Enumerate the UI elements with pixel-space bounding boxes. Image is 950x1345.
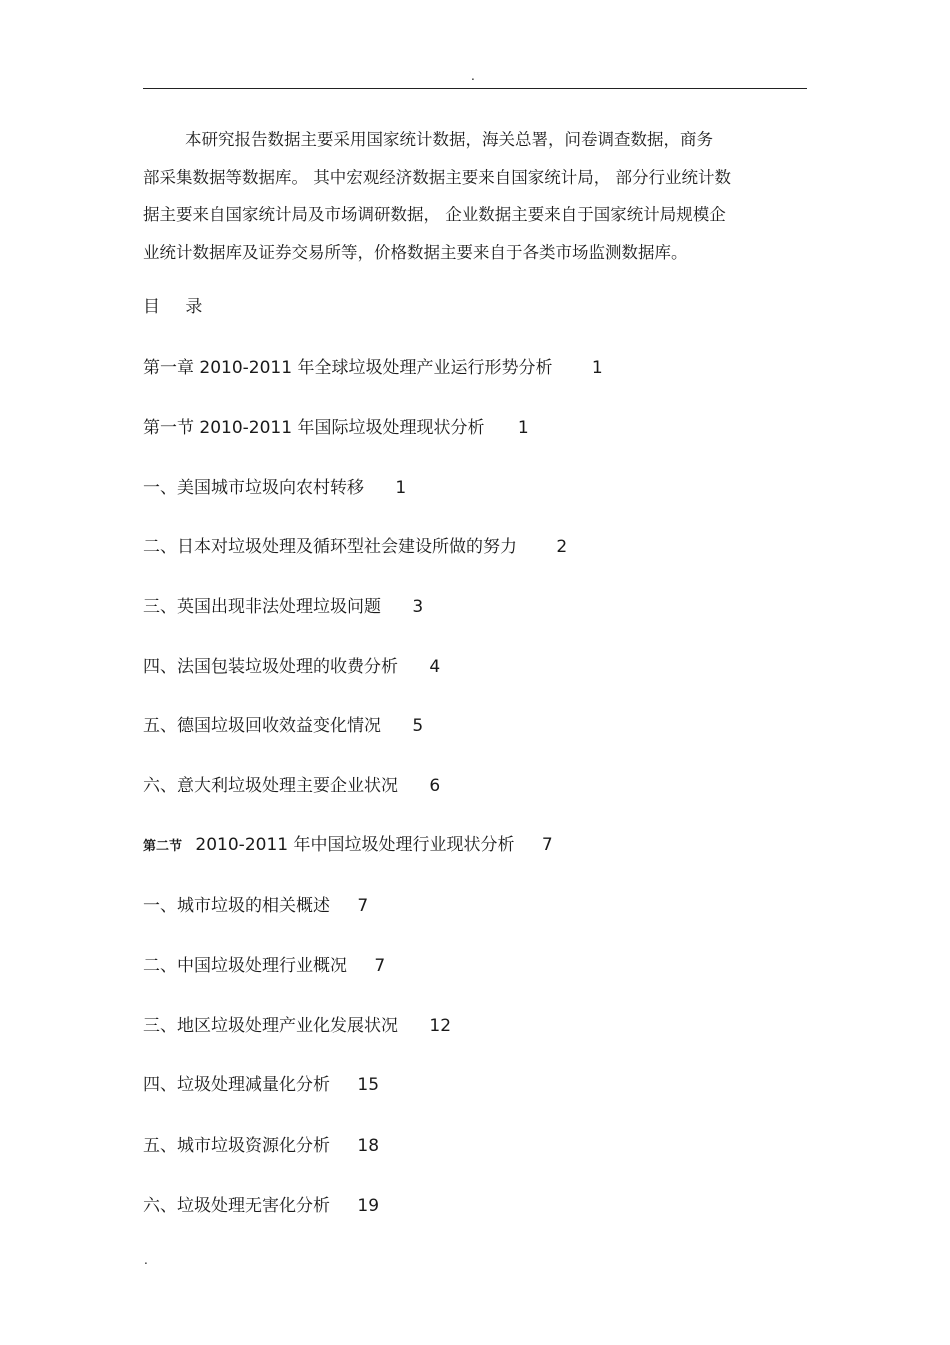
toc-entry-label: 六、意大利垃圾处理主要企业状况 xyxy=(143,776,398,796)
intro-line: 业统计数据库及证券交易所等，价格数据主要来自于各类市场监测数据库。 xyxy=(143,242,688,262)
toc-entry[interactable] xyxy=(143,713,423,739)
toc-entry-label: 一、美国城市垃圾向农村转移 xyxy=(143,478,364,498)
toc-entry[interactable] xyxy=(143,594,423,620)
header-mark: . xyxy=(471,69,475,83)
toc-entry[interactable] xyxy=(143,1013,451,1039)
toc-entry-label: 四、法国包装垃圾处理的收费分析 xyxy=(143,657,398,677)
intro-line: 本研究报告数据主要采用国家统计数据，海关总署，问卷调查数据，商务 xyxy=(185,130,713,149)
toc-entry-page: 1 xyxy=(591,358,603,378)
toc-entry-label: 三、地区垃圾处理产业化发展状况 xyxy=(143,1016,398,1036)
toc-entry[interactable] xyxy=(143,773,440,799)
intro-line: 据主要来自国家统计局及市场调研数据， 企业数据主要来自于国家统计局规模企 xyxy=(143,205,726,224)
toc-entry[interactable] xyxy=(143,832,553,860)
toc-entry-page: 18 xyxy=(357,1136,380,1156)
toc-entry-label: 四、垃圾处理减量化分析 xyxy=(143,1075,330,1095)
toc-entry[interactable] xyxy=(143,1133,379,1159)
toc-entry[interactable] xyxy=(143,953,385,979)
toc-entry-page: 1 xyxy=(517,418,529,438)
toc-entry-page: 1 xyxy=(395,478,407,498)
toc-entry-label: 第一节 2010-2011 年国际垃圾处理现状分析 xyxy=(143,418,485,438)
intro-line: 部采集数据等数据库。 其中宏观经济数据主要来自国家统计局， 部分行业统计数 xyxy=(143,167,731,187)
toc-entry-page: 12 xyxy=(429,1016,452,1036)
toc-entry-page: 5 xyxy=(412,716,424,736)
toc-entry[interactable] xyxy=(143,1193,379,1219)
intro-paragraph xyxy=(143,121,807,271)
toc-entry-page: 19 xyxy=(357,1196,380,1216)
toc-entry-page: 6 xyxy=(429,776,441,796)
toc-entry-prefix: 第二节 xyxy=(143,839,183,854)
toc-entry[interactable] xyxy=(143,415,529,441)
toc-entry-label: 2010-2011 年中国垃圾处理行业现状分析 xyxy=(195,835,515,855)
toc-entry-page: 7 xyxy=(374,956,386,976)
footer-mark: . xyxy=(144,1253,148,1267)
toc-entry-page: 7 xyxy=(541,835,553,855)
toc-entry-label: 第一章 2010-2011 年全球垃圾处理产业运行形势分析 xyxy=(143,358,553,378)
toc-entry-label: 一、城市垃圾的相关概述 xyxy=(143,896,330,916)
toc-heading: 目 录 xyxy=(143,297,213,317)
toc-entry[interactable] xyxy=(143,475,406,501)
toc-entry-label: 五、城市垃圾资源化分析 xyxy=(143,1136,330,1156)
toc-entry[interactable] xyxy=(143,355,603,381)
toc-entry-page: 3 xyxy=(412,597,424,617)
toc-entry-label: 五、德国垃圾回收效益变化情况 xyxy=(143,716,381,736)
toc-entry-page: 15 xyxy=(357,1075,380,1095)
toc-entry-label: 三、英国出现非法处理垃圾问题 xyxy=(143,597,381,617)
toc-entry-label: 六、垃圾处理无害化分析 xyxy=(143,1196,330,1216)
toc-entry-page: 2 xyxy=(556,537,568,557)
header-rule xyxy=(143,88,807,89)
toc-entry[interactable] xyxy=(143,893,368,919)
toc-entry-label: 二、中国垃圾处理行业概况 xyxy=(143,956,347,976)
toc-entry[interactable] xyxy=(143,1072,379,1098)
toc-entry-page: 4 xyxy=(429,657,441,677)
toc-entry[interactable] xyxy=(143,654,440,680)
toc-entry-page: 7 xyxy=(357,896,369,916)
toc-entry-label: 二、日本对垃圾处理及循环型社会建设所做的努力 xyxy=(143,537,517,557)
toc-entry[interactable] xyxy=(143,534,567,560)
